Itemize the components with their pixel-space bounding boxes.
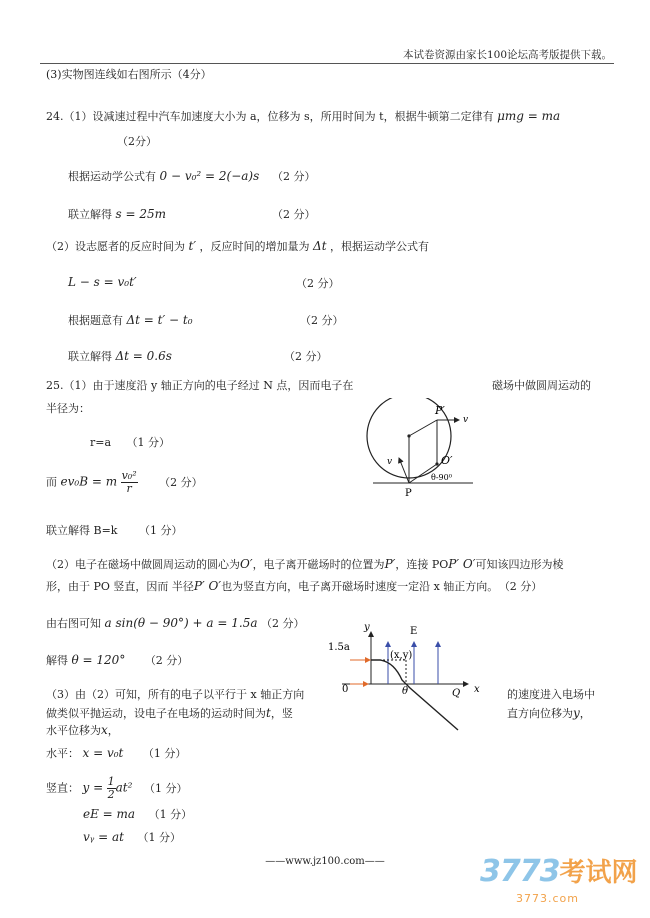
q25-p3-a: 做类似平抛运动，设电子在电场的运动时间为 [46,707,266,720]
q24-line5-text: 根据题意有 [68,314,123,327]
radius-OP-prime [409,420,437,436]
q25-theta-score: （2 分） [144,654,189,667]
q24-line6-score: （2 分） [284,350,328,363]
q25-efield [83,806,192,822]
q25-h-eq: x = v₀t [82,746,124,760]
q25-fig-prefix: 由右图可知 [46,617,101,630]
q24-line3 [68,206,166,222]
q25-part3-line1a: （3）由（2）可知，所有的电子以平行于 x 轴正方向 [46,688,305,701]
q25-part1-right: 磁场中做圆周运动的 [492,379,591,392]
q25-part3-line3 [46,722,119,738]
q25-radius-eq: r=a [90,436,112,449]
q25-theta-eq: θ = 120° [71,653,126,667]
watermark-url [516,892,579,905]
q25-vertical [46,776,187,801]
q25-p3-y: y [573,706,580,720]
q24-part2-a: （2）设志愿者的反应时间为 [46,240,185,253]
q24-line1-text: 24.（1）设减速过程中汽车加速度大小为 a，位移为 s，所用时间为 t，根据牛顿第二定律有 [46,110,494,123]
q24-line2-text: 根据运动学公式有 [68,170,156,183]
q25-p3-t: t [266,706,271,720]
q25-v-eq-b: at² [115,780,133,795]
q25-v-num: 1 [107,775,115,788]
magnetic-field-figure [365,398,505,500]
label-v-left: v [387,457,393,467]
q24-line3-text: 联立解得 [68,208,112,221]
q25-bk-text: 联立解得 B=k [46,524,118,537]
watermark-cn: 考试网 [559,858,638,888]
q25-part3-line1b: 的速度进入电场中 [507,688,595,701]
q24-t-prime: t′ [188,239,197,253]
q24-part2-c: ，根据运动学公式有 [330,240,430,253]
q25-v-den: 2 [107,788,115,801]
q25-lorentz-lhs: ev₀B = m [60,474,118,489]
q25-p3-f: ， [107,724,119,737]
q24-s-result: s = 25m [115,207,166,221]
q25-fig-eq: a sin(θ − 90°) + a = 1.5a [104,616,258,630]
q25-lorentz-prefix: 而 [46,475,57,489]
q25-v-score: （1 分） [143,781,188,795]
q24-line1 [46,108,560,124]
q25-v-label: 竖直： [46,781,79,795]
q24-newton-eq: μmg = ma [497,109,561,123]
q24-line2 [68,168,259,184]
o-prime-dot [435,462,438,465]
q25-vy [83,829,181,845]
q24-line5 [68,312,193,328]
q24-line6-text: 联立解得 [68,350,112,363]
q25-lorentz [46,470,203,495]
q25-e-score: （1 分） [148,808,193,821]
q25-part1-line2: 半径为： [46,402,90,415]
label-v-top: v [463,415,469,425]
label-P: P [405,488,412,499]
q25-lorentz-score: （2 分） [159,475,203,489]
electric-field-figure [328,620,488,736]
label-1-5a: 1.5a [328,642,350,653]
q25-p3-d: ， [579,707,591,720]
page-footer: ——www.jz100.com—— [265,856,385,867]
q25-part2-line1 [46,556,563,572]
watermark-number: 3773 [480,854,560,889]
q24-kinematic-eq: 0 − v₀² = 2(−a)s [159,169,260,183]
watermark-logo [480,852,638,889]
q23-part3: (3)实物图连线如右图所示（4分） [46,68,212,81]
q25-p2-POprime: P′ O′ [193,579,222,593]
q25-h-score: （1 分） [142,747,187,760]
q25-lorentz-den: r [126,482,132,495]
label-theta: θ [402,686,409,697]
header-rule [40,63,614,64]
q25-v-fraction [107,776,116,801]
q25-p2-b: ，电子离开磁场时的位置为 [252,558,385,571]
q25-p2-a: （2）电子在磁场中做圆周运动的圆心为 [46,558,240,571]
q24-line4 [68,275,137,289]
q25-bk-score: （1 分） [138,524,183,537]
page-header: 本试卷资源由家长100论坛高考版提供下载。 [402,49,612,61]
q24-delta-t: Δt [313,239,327,253]
label-Q: Q [452,688,461,699]
q25-e-eq: eE = ma [83,807,136,821]
q24-line4-score: （2 分） [296,277,340,290]
q25-v-eq-a: y = [82,780,104,795]
q25-radius [90,434,170,450]
q25-fig-score: （2 分） [261,617,305,630]
q25-part1-left: 25.（1）由于速度沿 y 轴正方向的电子经过 N 点，因而电子在 [46,379,354,392]
q25-fig-eq-line [46,615,305,631]
q24-line2-score: （2 分） [272,170,316,183]
q25-p2-d: 可知该四边形为棱 [475,558,564,571]
q24-reaction-eq: L − s = v₀t′ [68,275,137,289]
q24-score-1: （2分） [117,135,157,148]
q24-part2-b: ，反应时间的增加量为 [199,240,310,253]
center-dot [407,434,410,437]
q25-p3-b: ，竖 [270,707,293,720]
q25-h-label: 水平： [46,747,79,760]
q25-theta-text: 解得 [46,654,68,667]
q25-lorentz-fraction [121,470,138,495]
q25-p3-e: 水平位移为 [46,724,101,737]
q24-part2 [46,238,429,254]
q24-delta-eq: Δt = t′ − t₀ [126,313,193,327]
label-x: x [474,684,480,695]
q24-line3-score: （2 分） [272,208,316,221]
q25-vy-score: （1 分） [137,831,181,844]
label-E: E [410,626,418,637]
q25-part3-line2b [507,705,591,721]
q25-p3-c: 直方向位移为 [507,707,573,720]
label-xy: (x,y) [390,650,413,661]
q25-p2-f: 也为竖直方向，电子离开磁场时速度一定沿 x 轴正方向。 [221,580,499,593]
label-origin: 0 [342,684,349,695]
q25-part2-line2 [46,578,542,594]
label-P-prime: P′ [435,404,445,417]
label-y: y [364,622,370,633]
label-angle: θ-90⁰ [431,473,452,482]
q25-p2-e: 形，由于 PO 竖直，因而 半径 [46,580,194,593]
q25-vy-eq: vᵧ = at [83,830,124,844]
watermark-url-text: 3773.com [516,892,579,905]
q25-lorentz-num: v₀² [121,469,137,482]
q25-p2-O: O′ [240,557,253,571]
q25-p3-x: x [101,723,108,737]
q25-p2-score: （2 分） [504,580,543,593]
q24-delta-result: Δt = 0.6s [115,349,172,363]
q24-line6 [68,348,172,364]
label-O-prime: O′ [441,454,453,467]
q25-p2-POO: P′ O′ [448,557,476,571]
q25-theta-line [46,652,188,668]
q25-p2-c: ，连接 PO [395,558,449,571]
q25-part3-line2a [46,705,293,721]
q25-bk [46,522,182,538]
velocity-arrow-left [399,458,409,483]
q25-p2-P: P′ [384,557,396,571]
q24-line5-score: （2 分） [300,314,344,327]
q25-horizontal [46,745,186,761]
q25-radius-score: （1 分） [126,436,171,449]
